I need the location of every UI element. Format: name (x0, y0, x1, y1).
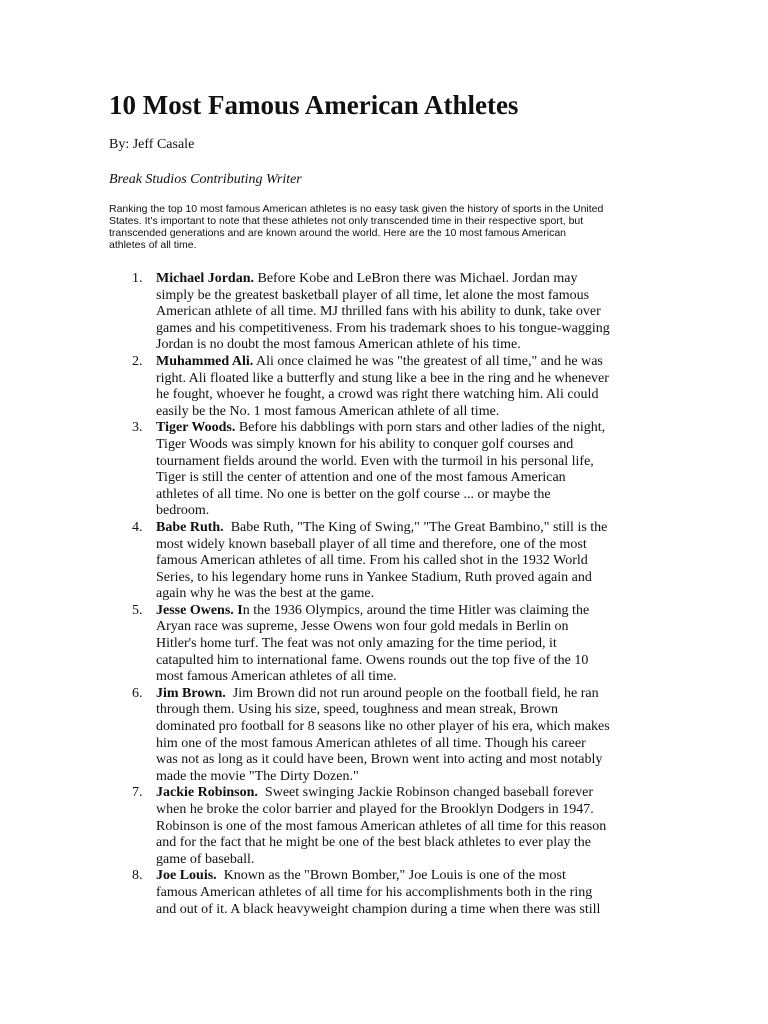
athlete-name: Joe Louis. (156, 868, 217, 884)
athlete-description-line: he fought, whoever he fought, a crowd was right there watching him. Ali could (156, 387, 599, 403)
athlete-name: Jim Brown. (156, 685, 226, 701)
athlete-description-line: catapulted him to international fame. Owens rounds out the top five of the 10 (156, 652, 589, 668)
list-item-number: 5. (132, 602, 143, 618)
athlete-description-line: and for the fact that he might be one of the best black athletes to ever play the (156, 835, 592, 851)
athlete-description-line: tournament fields around the world. Even with the turmoil in his personal life, (156, 453, 594, 469)
intro-line: Ranking the top 10 most famous American athletes is no easy task given the history of sports in the United (109, 203, 604, 215)
intro-line: athletes of all time. (109, 239, 197, 251)
intro-paragraph (109, 203, 669, 251)
list-item (128, 271, 668, 354)
list-item-number: 2. (132, 353, 143, 369)
list-item-first-line (156, 520, 668, 537)
list-item (128, 686, 668, 786)
athlete-description-start: n the 1936 Olympics, around the time Hitler was claiming the (242, 602, 590, 618)
athlete-description-start: Known as the "Brown Bomber," Joe Louis is one of the most (216, 868, 566, 884)
list-item (128, 785, 668, 868)
list-item (128, 868, 668, 918)
athlete-description-line: easily be the No. 1 most famous American athlete of all time. (156, 403, 500, 419)
list-item-number: 6. (132, 685, 143, 701)
athlete-description-line: was not as long as it could have been, Brown went into acting and most notably (156, 752, 603, 768)
athlete-description-start: Before Kobe and LeBron there was Michael. Jordan may (254, 271, 578, 286)
list-item-first-line (156, 271, 668, 288)
list-item-number: 7. (132, 785, 143, 801)
athlete-description-line: through them. Using his size, speed, toughness and mean streak, Brown (156, 702, 559, 718)
athlete-description-start: Sweet swinging Jackie Robinson changed baseball forever (257, 785, 594, 801)
athlete-description-line: and out of it. A black heavyweight champion during a time when there was still (156, 901, 601, 917)
athlete-description-line: Robinson is one of the most famous American athletes of all time for this reason (156, 818, 607, 834)
athlete-description-line: most famous American athletes of all time. (156, 669, 397, 685)
list-item (128, 603, 668, 686)
athlete-description-line: Aryan race was supreme, Jesse Owens won four gold medals in Berlin on (156, 619, 569, 635)
byline: By: Jeff Casale (109, 137, 195, 152)
athlete-description-start: Ali once claimed he was "the greatest of all time," and he was (253, 353, 603, 369)
athlete-description-line: when he broke the color barrier and played for the Brooklyn Dodgers in 1947. (156, 802, 594, 817)
athlete-description-line: Hitler's home turf. The feat was not only amazing for the time period, it (156, 636, 557, 652)
intro-line: States. It's important to note that these athletes not only transcended time in their respective sport, but (109, 215, 584, 227)
athlete-description-line: again why he was the best at the game. (156, 586, 375, 602)
athlete-description-start: Babe Ruth, "The King of Swing," "The Great Bambino," still is the (223, 519, 608, 535)
athlete-description-line: dominated pro football for 8 seasons like no other player of his era, which makes (156, 719, 610, 735)
athlete-name: Michael Jordan. (156, 271, 254, 286)
athlete-description-line: famous American athletes of all time for his accomplishments both in the ring (156, 884, 593, 900)
athlete-description-line: famous American athletes of all time. From his called shot in the 1932 World (156, 553, 588, 569)
athlete-description-line: Series, to his legendary home runs in Yankee Stadium, Ruth proved again and (156, 569, 592, 585)
list-item-first-line (156, 785, 668, 802)
athlete-description-line: right. Ali floated like a butterfly and stung like a bee in the ring and he whenever (156, 370, 609, 386)
athlete-name: Babe Ruth. (156, 519, 224, 535)
athlete-description-line: made the movie "The Dirty Dozen." (156, 768, 359, 784)
list-item-first-line (156, 686, 668, 703)
athlete-description-line: game of baseball. (156, 851, 255, 867)
athlete-name: Jesse Owens. I (156, 602, 243, 618)
list-item-number: 3. (132, 420, 143, 436)
list-item-number: 1. (132, 271, 143, 286)
list-item (128, 354, 668, 420)
athlete-description-line: most widely known baseball player of all time and therefore, one of the most (156, 536, 587, 552)
athlete-description-line: games and his competitiveness. From his trademark shoes to his tongue-wagging (156, 320, 610, 336)
author-role: Break Studios Contributing Writer (109, 172, 302, 187)
athlete-description-line: American athlete of all time. MJ thrilled fans with his ability to dunk, take over (156, 304, 601, 320)
athlete-description-line: Jordan is no doubt the most famous American athlete of his time. (156, 337, 521, 353)
athlete-description-line: him one of the most famous American athletes of all time. Though his career (156, 735, 586, 751)
athlete-description-start: Jim Brown did not run around people on the football field, he ran (225, 685, 599, 701)
athlete-description-line: simply be the greatest basketball player of all time, let alone the most famous (156, 287, 590, 303)
athlete-description-line: Tiger is still the center of attention and one of the most famous American (156, 470, 566, 486)
list-item (128, 520, 668, 603)
list-item-first-line (156, 354, 668, 371)
athlete-name: Jackie Robinson. (156, 785, 258, 801)
athlete-description-line: athletes of all time. No one is better on the golf course ... or maybe the (156, 486, 551, 502)
article-title: 10 Most Famous American Athletes (109, 90, 519, 120)
athlete-description-line: bedroom. (156, 503, 210, 519)
list-item (128, 420, 668, 520)
athlete-name: Tiger Woods. (156, 420, 236, 436)
list-item-number: 8. (132, 868, 143, 884)
athlete-name: Muhammed Ali. (156, 353, 254, 369)
list-item-first-line (156, 868, 668, 885)
athlete-list (128, 271, 668, 918)
athlete-description-line: Tiger Woods was simply known for his ability to conquer golf courses and (156, 436, 574, 452)
list-item-first-line (156, 603, 668, 620)
list-item-number: 4. (132, 519, 143, 535)
list-item-first-line (156, 420, 668, 437)
athlete-description-start: Before his dabblings with porn stars and other ladies of the night, (235, 420, 606, 436)
intro-line: transcended generations and are known around the world. Here are the 10 most famous American (109, 227, 567, 239)
